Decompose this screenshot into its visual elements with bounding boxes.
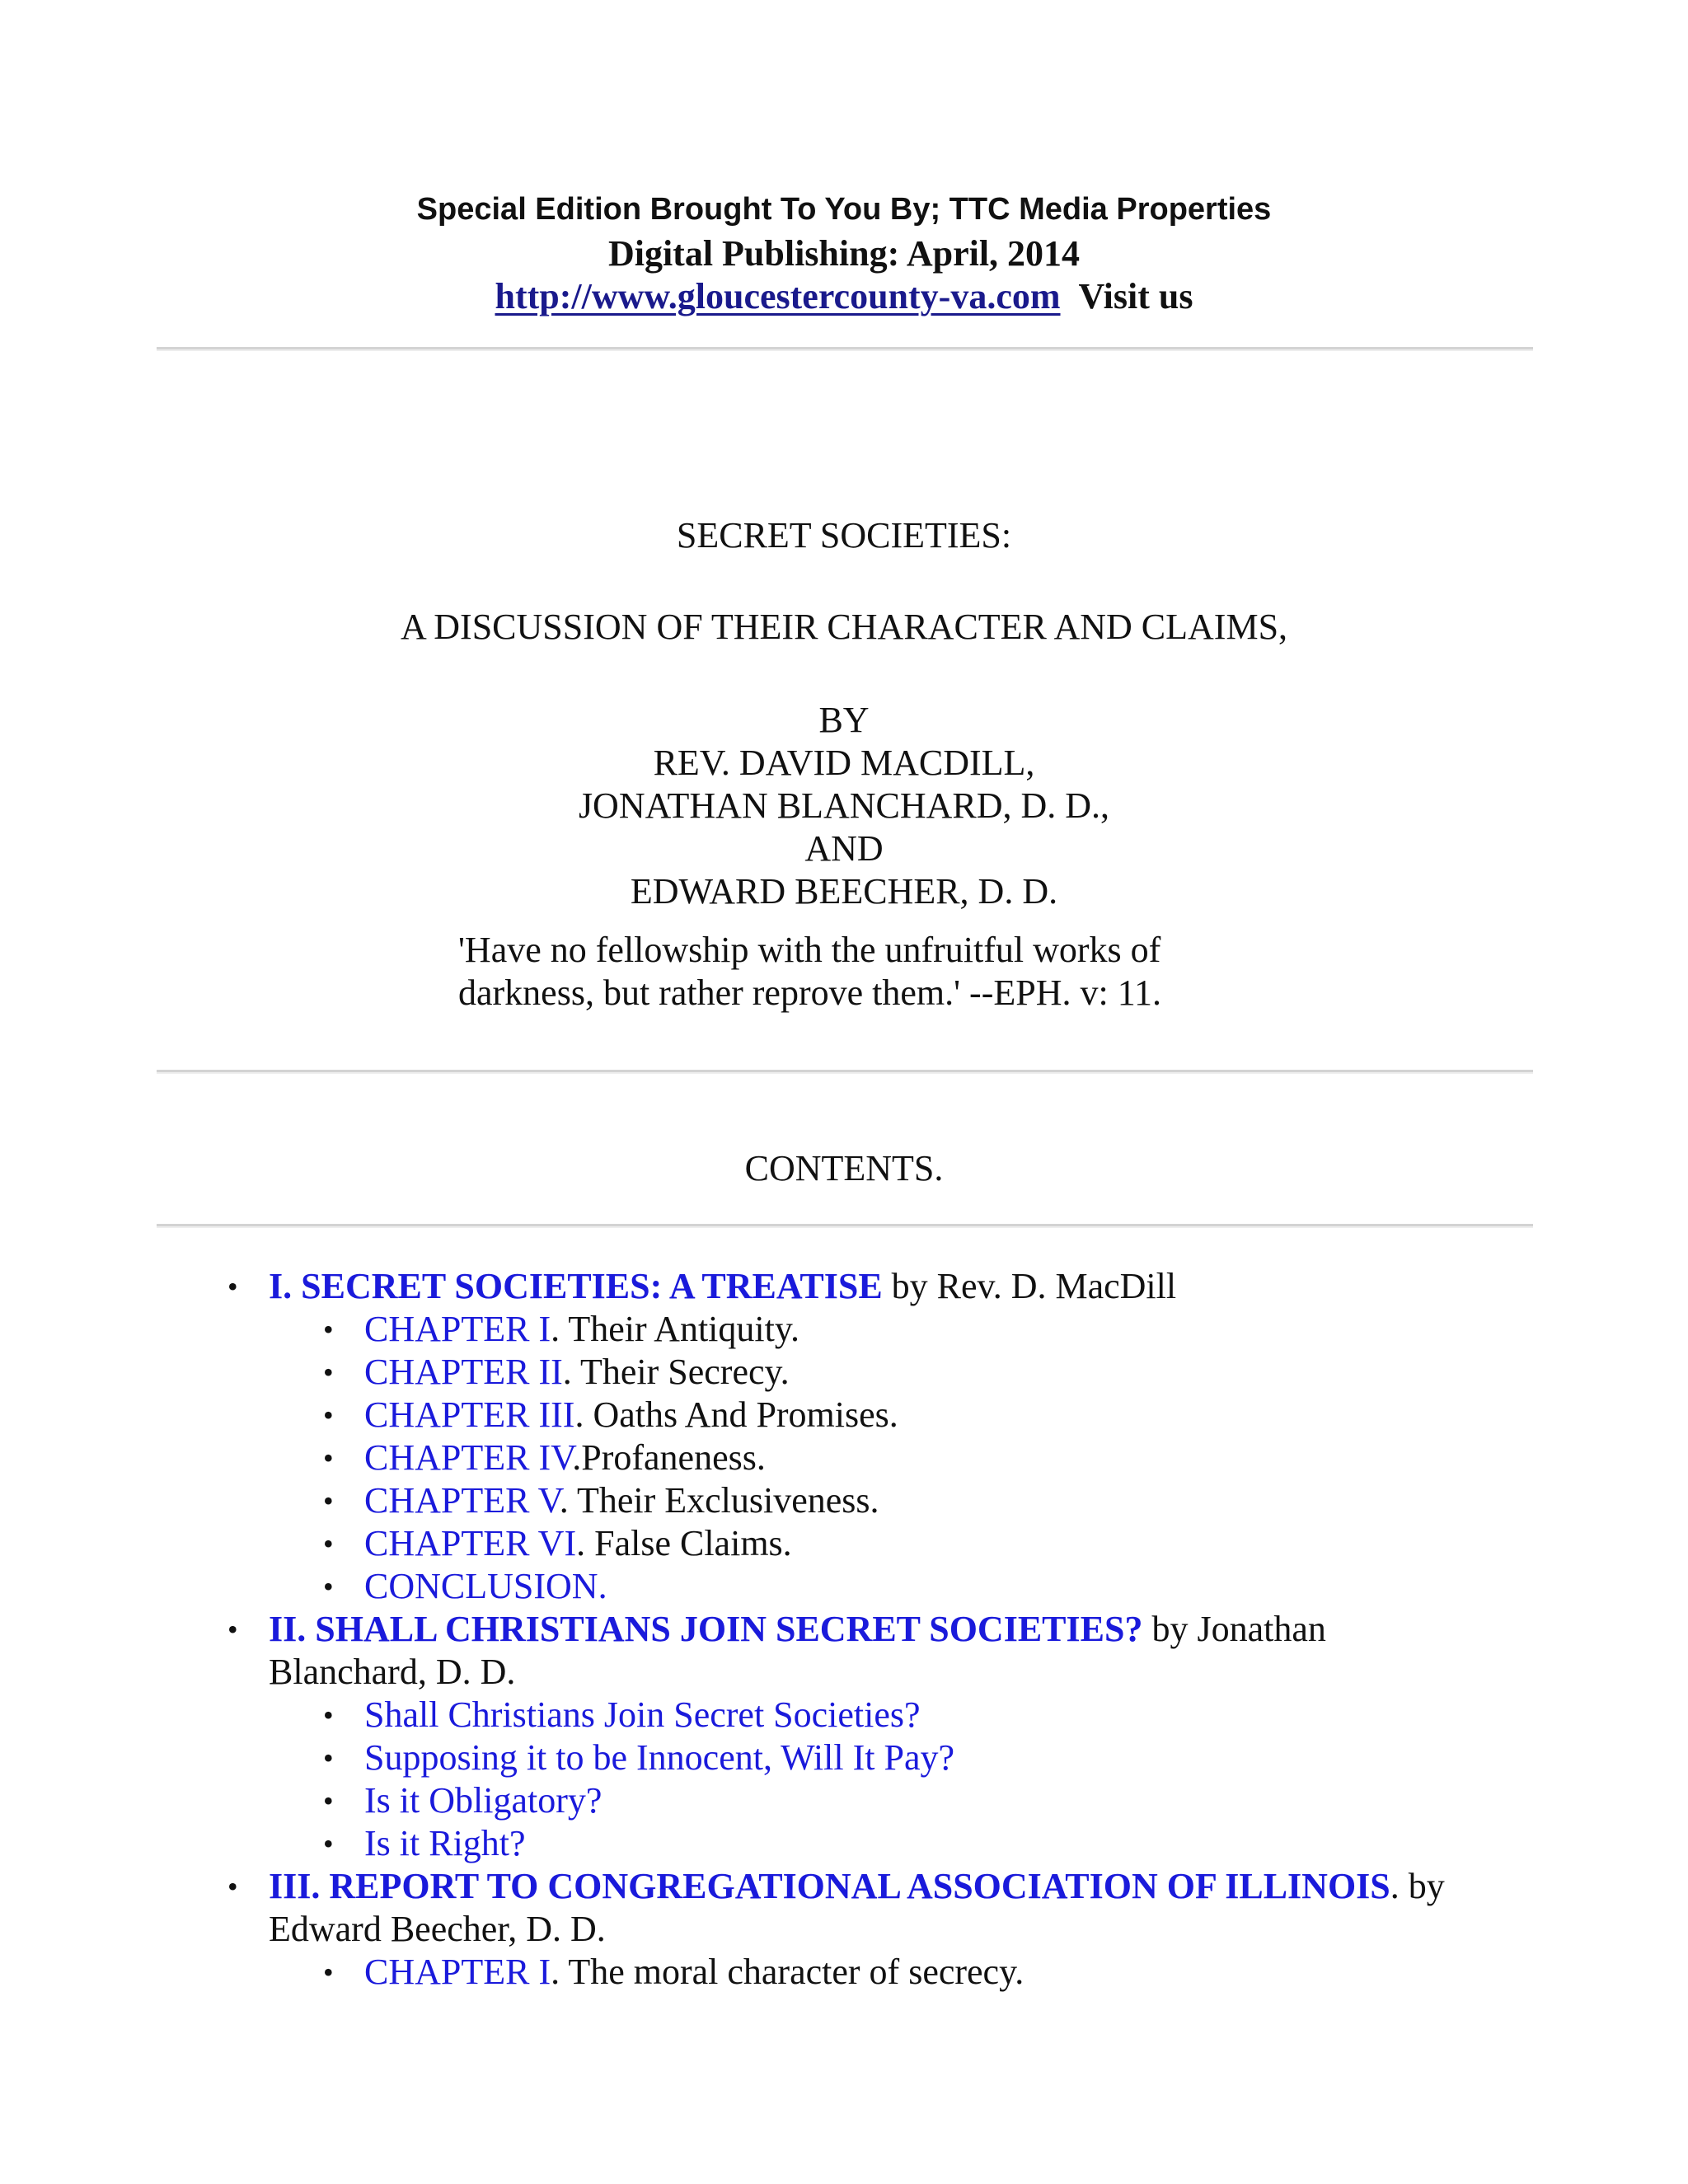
toc-chapter-link[interactable]: CHAPTER VI: [364, 1523, 577, 1563]
toc-part-author: by Rev. D. MacDill: [882, 1266, 1177, 1306]
toc-chapter-item: [364, 1736, 1461, 1779]
toc-chapter-item: [364, 1394, 1461, 1436]
toc-chapter-link[interactable]: Shall Christians Join Secret Societies?: [364, 1694, 921, 1735]
divider-contents: [157, 1224, 1533, 1228]
sponsor-line: Special Edition Brought To You By; TTC Media Properties: [416, 192, 1272, 227]
toc-chapter-item: [364, 1779, 1461, 1822]
toc-chapter-list: [269, 1694, 1461, 1865]
divider-top: [157, 347, 1533, 351]
toc-part-link[interactable]: III. REPORT TO CONGREGATIONAL ASSOCIATION OF ILLINOIS: [269, 1866, 1390, 1906]
contents-heading: CONTENTS.: [744, 1148, 944, 1188]
author-conjunction: AND: [804, 828, 884, 869]
toc-part: [224, 1608, 1461, 1865]
toc-part-author: by Jonathan Blanchard, D. D.: [269, 1609, 1326, 1692]
toc-chapter-title: . Their Exclusiveness.: [559, 1480, 879, 1521]
epigraph: [458, 929, 1250, 1015]
toc-chapter-link[interactable]: Is it Obligatory?: [364, 1780, 603, 1821]
toc-chapter-link[interactable]: Supposing it to be Innocent, Will It Pay?: [364, 1737, 955, 1778]
toc-part-link[interactable]: I. SECRET SOCIETIES: A TREATISE: [269, 1266, 883, 1306]
toc-chapter-link[interactable]: Is it Right?: [364, 1823, 526, 1863]
toc-chapter-link[interactable]: CONCLUSION.: [364, 1566, 607, 1606]
toc-chapter-item: [364, 1694, 1461, 1736]
toc-chapter-title: .Profaneness.: [572, 1437, 766, 1478]
author-name: EDWARD BEECHER, D. D.: [630, 871, 1058, 912]
toc-chapter-link[interactable]: CHAPTER II: [364, 1352, 563, 1392]
website-link[interactable]: http://www.gloucestercounty-va.com: [495, 276, 1061, 316]
toc-chapter-item: [364, 1565, 1461, 1608]
toc-chapter-item: [364, 1351, 1461, 1394]
toc-chapter-list: [269, 1308, 1461, 1608]
edition-header: [0, 186, 1688, 318]
by-label: BY: [818, 700, 870, 740]
toc-chapter-title: . Oaths And Promises.: [574, 1394, 898, 1435]
toc-part: [224, 1865, 1461, 1994]
toc-chapter-link[interactable]: CHAPTER I: [364, 1309, 551, 1349]
toc-chapter-link[interactable]: CHAPTER V: [364, 1480, 560, 1521]
toc-chapter-item: [364, 1522, 1461, 1565]
table-of-contents: [224, 1265, 1461, 1994]
toc-chapter-title: . False Claims.: [576, 1523, 792, 1563]
toc-chapter-list: [269, 1951, 1461, 1994]
toc-part-author: . by Edward Beecher, D. D.: [269, 1866, 1445, 1949]
toc-chapter-item: [364, 1436, 1461, 1479]
book-title: SECRET SOCIETIES:: [676, 515, 1012, 555]
toc-chapter-title: . The moral character of secrecy.: [551, 1952, 1025, 1992]
toc-part-link[interactable]: II. SHALL CHRISTIANS JOIN SECRET SOCIETIES?: [269, 1609, 1143, 1649]
toc-part: [224, 1265, 1461, 1608]
toc-chapter-title: . Their Secrecy.: [562, 1352, 790, 1392]
toc-chapter-item: [364, 1308, 1461, 1351]
author-name: JONATHAN BLANCHARD, D. D.,: [578, 785, 1110, 826]
publishing-date: Digital Publishing: April, 2014: [607, 233, 1081, 274]
url-line: [0, 275, 1688, 318]
epigraph-line: darkness, but rather reprove them.' --EPH. v: 11.: [458, 972, 1162, 1013]
epigraph-line: 'Have no fellowship with the unfruitful works of: [458, 930, 1161, 970]
author-block: [0, 699, 1688, 913]
toc-chapter-link[interactable]: CHAPTER III: [364, 1394, 575, 1435]
author-name: REV. DAVID MACDILL,: [653, 743, 1035, 783]
toc-chapter-item: [364, 1822, 1461, 1865]
book-subtitle: A DISCUSSION OF THEIR CHARACTER AND CLAIMS,: [400, 607, 1288, 647]
toc-chapter-link[interactable]: CHAPTER IV: [364, 1437, 573, 1478]
divider-middle: [157, 1070, 1533, 1074]
toc-chapter-link[interactable]: CHAPTER I: [364, 1952, 551, 1992]
toc-chapter-item: [364, 1479, 1461, 1522]
toc-chapter-item: [364, 1951, 1461, 1994]
visit-us-text: Visit us: [1078, 276, 1193, 316]
toc-chapter-title: . Their Antiquity.: [551, 1309, 800, 1349]
